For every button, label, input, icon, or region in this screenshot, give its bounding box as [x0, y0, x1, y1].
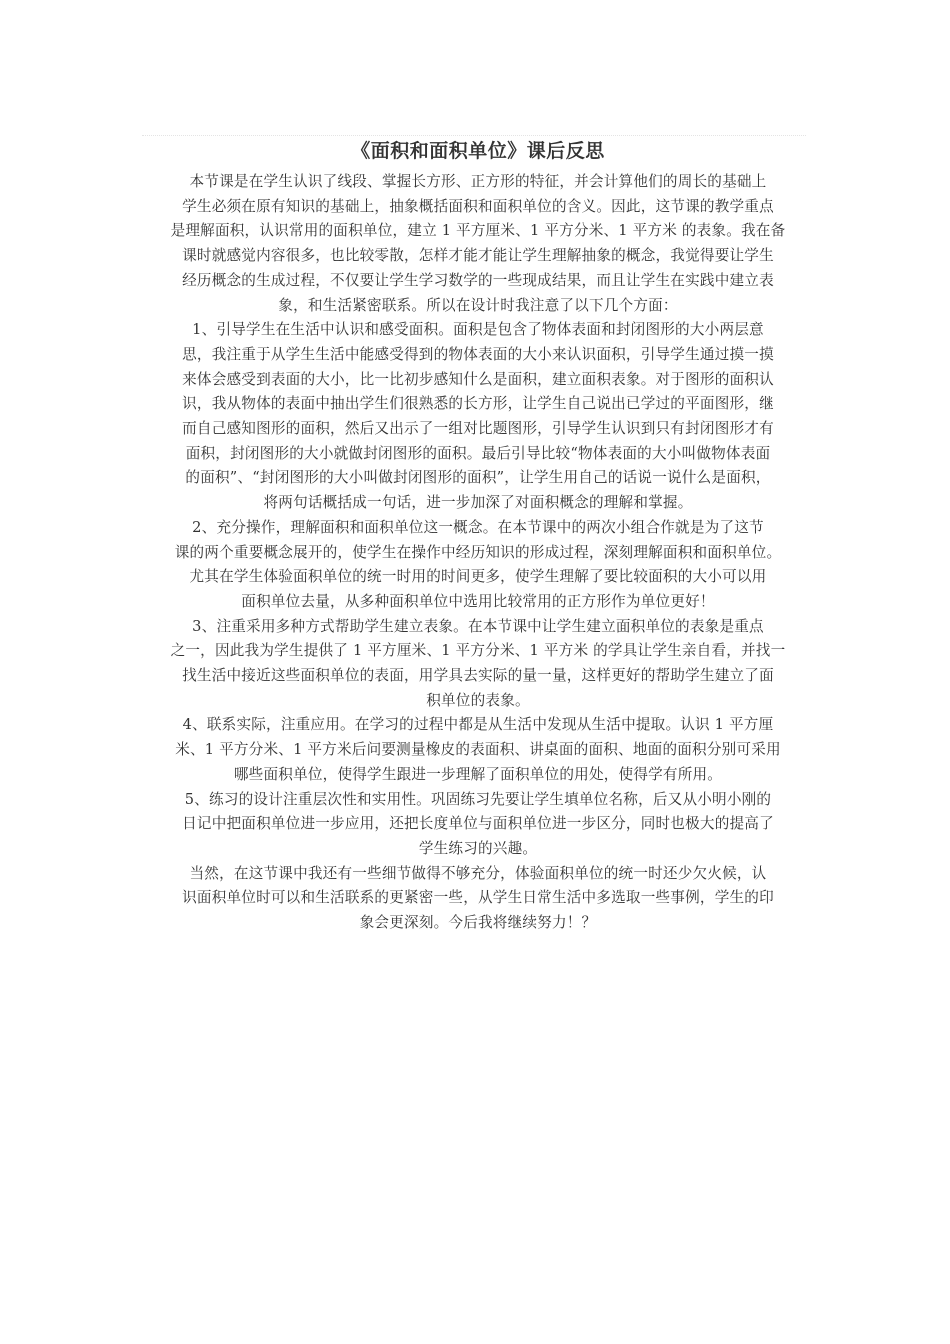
paragraph [140, 788, 816, 862]
text-line: 本节课是在学生认识了线段、掌握长方形、正方形的特征，并会计算他们的周长的基础上 [189, 173, 767, 190]
text-line: 日记中把面积单位进一步应用，还把长度单位与面积单位进一步区分，同时也极大的提高了 [182, 815, 774, 833]
text-line: 识，我从物体的表面中抽出学生们很熟悉的长方形，让学生自己说出已学过的平面图形，继 [182, 395, 774, 413]
paragraph [140, 318, 816, 516]
text-line: 2、充分操作，理解面积和面积单位这一概念。在本节课中的两次小组合作就是为了这节 [192, 518, 764, 536]
text-line: 找生活中接近这些面积单位的表面，用学具去实际的量一量，这样更好的帮助学生建立了面 [182, 667, 774, 685]
text-line: 将两句话概括成一句话，进一步加深了对面积概念的理解和掌握。 [263, 494, 693, 512]
text-line: 来体会感受到表面的大小，比一比初步感知什么是面积，建立面积表象。对于图形的面积认 [182, 370, 774, 388]
article-body [140, 170, 816, 936]
text-line: 象会更深刻。今后我将继续努力！？ [359, 914, 597, 932]
text-line: 4、联系实际，注重应用。在学习的过程中都是从生活中发现从生活中提取。认识 1 平方厘 [182, 716, 774, 734]
text-line: 之一，因此我为学生提供了 1 平方厘米、1 平方分米、1 平方米 的学具让学生亲自看，并找一 [170, 642, 786, 660]
text-line: 课时就感觉内容很多，也比较零散，怎样才能才能让学生理解抽象的概念，我觉得要让学生 [182, 247, 774, 265]
text-line: 当然，在这节课中我还有一些细节做得不够充分，体验面积单位的统一时还少欠火候，认 [189, 864, 767, 882]
text-line: 3、注重采用多种方式帮助学生建立表象。在本节课中让学生建立面积单位的表象是重点 [192, 617, 764, 635]
text-line: 米、1 平方分米、1 平方米后问要测量橡皮的表面积、讲桌面的面积、地面的面积分别可采用 [175, 741, 781, 759]
document-title: 《面积和面积单位》课后反思 [351, 140, 605, 162]
text-line: 而自己感知图形的面积，然后又出示了一组对比题图形，引导学生认识到只有封闭图形才有 [182, 420, 774, 438]
text-line: 积单位的表象。 [426, 691, 530, 709]
text-line: 学生练习的兴趣。 [418, 839, 538, 857]
text-line: 哪些面积单位，使得学生跟进一步理解了面积单位的用处，使得学有所用。 [233, 765, 723, 783]
paragraph [140, 170, 816, 318]
text-line: 是理解面积，认识常用的面积单位，建立 1 平方厘米、1 平方分米、1 平方米 的表象。我在备 [170, 222, 786, 240]
paragraph [140, 615, 816, 714]
text-line: 经历概念的生成过程，不仅要让学生学习数学的一些现成结果，而且让学生在实践中建立表 [182, 271, 774, 289]
text-line: 识面积单位时可以和生活联系的更紧密一些，从学生日常生活中多选取一些事例，学生的印 [182, 889, 774, 907]
article [140, 136, 816, 936]
text-line: 课的两个重要概念展开的，使学生在操作中经历知识的形成过程，深刻理解面积和面积单位。 [174, 543, 782, 561]
text-line: 面积，封闭图形的大小就做封闭图形的面积。最后引导比较“物体表面的大小叫做物体表面 [185, 444, 771, 462]
text-line: 学生必须在原有知识的基础上，抽象概括面积和面积单位的含义。因此，这节课的教学重点 [182, 197, 774, 215]
text-line: 1、引导学生在生活中认识和感受面积。面积是包含了物体表面和封闭图形的大小两层意 [192, 321, 764, 339]
text-line: 面积单位去量，从多种面积单位中选用比较常用的正方形作为单位更好！ [241, 592, 715, 610]
paragraph [140, 862, 816, 936]
text-line: 5、练习的设计注重层次性和实用性。巩固练习先要让学生填单位名称，后又从小明小刚的 [184, 790, 772, 808]
text-line: 象，和生活紧密联系。所以在设计时我注意了以下几个方面： [278, 296, 678, 314]
text-line: 思，我注重于从学生生活中能感受得到的物体表面的大小来认识面积，引导学生通过摸一摸 [182, 345, 774, 363]
paragraph [140, 516, 816, 615]
text-line: 的面积”、“封闭图形的大小叫做封闭图形的面积”，让学生用自己的话说一说什么是面积， [185, 469, 771, 487]
text-line: 尤其在学生体验面积单位的统一时用的时间更多，使学生理解了要比较面积的大小可以用 [189, 568, 767, 586]
paragraph [140, 713, 816, 787]
